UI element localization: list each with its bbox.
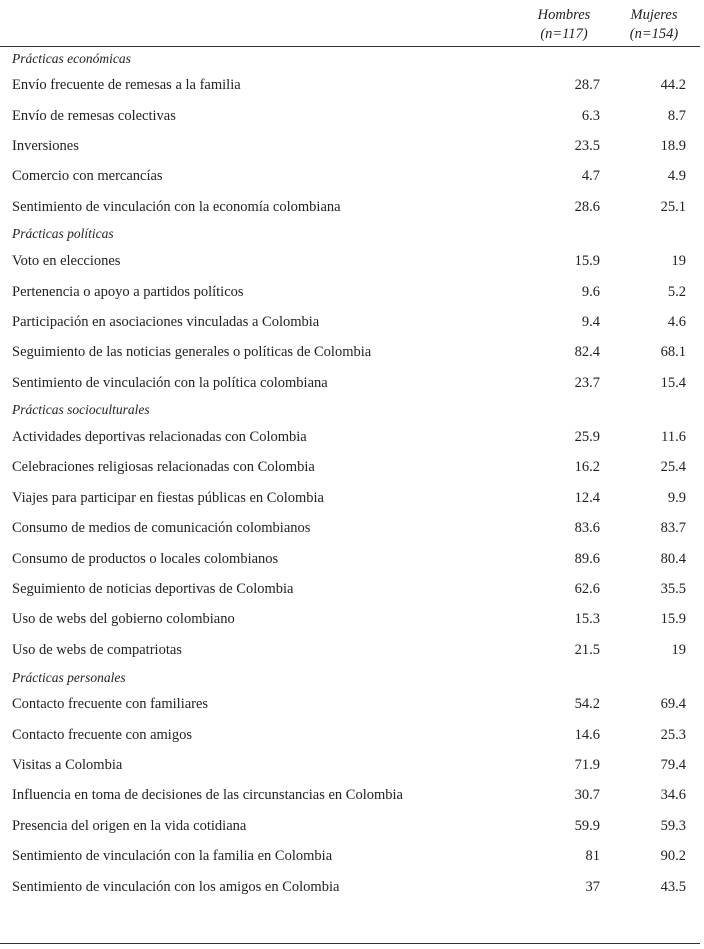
row-value-hombres: 89.6 bbox=[574, 550, 600, 567]
row-label: Seguimiento de las noticias generales o políticas de Colombia bbox=[12, 344, 372, 361]
row-value-hombres: 28.6 bbox=[574, 198, 600, 215]
header-hombres-title: Hombres bbox=[537, 7, 591, 23]
header-row bbox=[0, 0, 700, 47]
row-value-hombres: 6.3 bbox=[581, 107, 600, 124]
section-title: Prácticas políticas bbox=[12, 226, 114, 242]
row-value-mujeres: 4.9 bbox=[667, 168, 686, 185]
row-label: Presencia del origen en la vida cotidiana bbox=[12, 817, 247, 834]
row-label: Seguimiento de noticias deportivas de Colombia bbox=[12, 581, 294, 598]
row-value-hombres: 15.3 bbox=[574, 611, 600, 628]
row-label: Contacto frecuente con familiares bbox=[12, 696, 209, 713]
row-value-hombres: 28.7 bbox=[574, 77, 600, 94]
table-row bbox=[0, 514, 700, 544]
table-row bbox=[0, 192, 700, 222]
row-value-mujeres: 25.1 bbox=[660, 198, 686, 215]
row-label: Celebraciones religiosas relacionadas con Colombia bbox=[12, 459, 315, 476]
row-value-hombres: 23.7 bbox=[574, 374, 600, 391]
row-label: Sentimiento de vinculación con los amigos en Colombia bbox=[12, 878, 340, 895]
header-hombres bbox=[520, 0, 608, 47]
row-value-mujeres: 11.6 bbox=[661, 429, 686, 446]
row-label: Viajes para participar en fiestas públicas en Colombia bbox=[12, 489, 324, 506]
row-value-mujeres: 9.9 bbox=[667, 489, 686, 506]
table-row bbox=[0, 162, 700, 192]
header-label-column bbox=[0, 0, 520, 47]
row-value-mujeres: 34.6 bbox=[660, 787, 686, 804]
row-value-mujeres: 8.7 bbox=[667, 107, 686, 124]
row-label: Consumo de productos o locales colombianos bbox=[12, 550, 279, 567]
row-value-mujeres: 43.5 bbox=[660, 878, 686, 895]
row-label: Actividades deportivas relacionadas con Colombia bbox=[12, 429, 307, 446]
row-label: Uso de webs de compatriotas bbox=[12, 641, 182, 658]
row-label: Contacto frecuente con amigos bbox=[12, 726, 192, 743]
row-label: Pertenencia o apoyo a partidos políticos bbox=[12, 283, 244, 300]
section-header-row bbox=[0, 222, 700, 246]
row-label: Participación en asociaciones vinculadas a Colombia bbox=[12, 313, 320, 330]
row-value-mujeres: 90.2 bbox=[660, 848, 686, 865]
row-value-mujeres: 59.3 bbox=[660, 817, 686, 834]
table-row bbox=[0, 338, 700, 368]
table-row bbox=[0, 811, 700, 841]
table-row bbox=[0, 131, 700, 161]
row-value-hombres: 12.4 bbox=[574, 489, 600, 506]
table-row bbox=[0, 605, 700, 635]
row-value-hombres: 54.2 bbox=[574, 696, 600, 713]
table-row bbox=[0, 277, 700, 307]
table-row bbox=[0, 307, 700, 337]
table-row bbox=[0, 544, 700, 574]
row-value-hombres: 81 bbox=[585, 848, 600, 865]
row-value-mujeres: 19 bbox=[671, 253, 686, 270]
table-row bbox=[0, 483, 700, 513]
table-row bbox=[0, 750, 700, 780]
row-label: Inversiones bbox=[12, 137, 79, 154]
section-header-row bbox=[0, 666, 700, 690]
row-value-mujeres: 25.3 bbox=[660, 726, 686, 743]
row-label: Comercio con mercancías bbox=[12, 168, 163, 185]
row-label: Visitas a Colombia bbox=[12, 757, 123, 773]
row-value-mujeres: 83.7 bbox=[660, 520, 686, 537]
row-value-hombres: 4.7 bbox=[581, 168, 600, 185]
table-row bbox=[0, 690, 700, 720]
row-value-hombres: 9.6 bbox=[581, 283, 600, 300]
table-row bbox=[0, 246, 700, 276]
table-body bbox=[0, 47, 700, 903]
table-row bbox=[0, 101, 700, 131]
row-value-mujeres: 69.4 bbox=[660, 696, 686, 713]
table-row bbox=[0, 872, 700, 902]
row-label: Envío de remesas colectivas bbox=[12, 107, 176, 124]
section-title: Prácticas personales bbox=[12, 669, 126, 685]
row-label: Envío frecuente de remesas a la familia bbox=[12, 77, 241, 94]
table-row bbox=[0, 635, 700, 665]
row-value-mujeres: 19 bbox=[671, 641, 686, 658]
section-title: Prácticas socioculturales bbox=[12, 402, 150, 418]
table-row bbox=[0, 453, 700, 483]
row-value-hombres: 15.9 bbox=[574, 253, 600, 270]
table-row bbox=[0, 368, 700, 398]
row-value-hombres: 16.2 bbox=[574, 459, 600, 476]
section-header-row bbox=[0, 398, 700, 422]
row-value-mujeres: 68.1 bbox=[660, 344, 686, 361]
row-value-mujeres: 15.4 bbox=[660, 374, 686, 391]
header-mujeres-title: Mujeres bbox=[630, 7, 678, 23]
row-value-mujeres: 5.2 bbox=[667, 283, 686, 300]
row-value-hombres: 62.6 bbox=[574, 581, 600, 598]
row-label: Uso de webs del gobierno colombiano bbox=[12, 611, 235, 628]
row-value-mujeres: 18.9 bbox=[660, 137, 686, 154]
row-label: Sentimiento de vinculación con la familia en Colombia bbox=[12, 848, 333, 865]
section-title: Prácticas económicas bbox=[12, 50, 131, 66]
row-value-hombres: 37 bbox=[585, 878, 600, 895]
table-header bbox=[0, 0, 700, 47]
row-value-mujeres: 35.5 bbox=[660, 581, 686, 598]
row-label: Consumo de medios de comunicación colombianos bbox=[12, 520, 311, 537]
table-row bbox=[0, 574, 700, 604]
header-mujeres bbox=[608, 0, 700, 47]
row-value-hombres: 9.4 bbox=[581, 313, 600, 330]
row-value-hombres: 82.4 bbox=[574, 344, 600, 361]
row-value-mujeres: 4.6 bbox=[667, 313, 686, 330]
row-value-hombres: 71.9 bbox=[574, 757, 600, 773]
row-value-hombres: 59.9 bbox=[574, 817, 600, 834]
table-row bbox=[0, 71, 700, 101]
table-row bbox=[0, 422, 700, 452]
row-value-hombres: 21.5 bbox=[574, 641, 600, 658]
row-label: Influencia en toma de decisiones de las circunstancias en Colombia bbox=[12, 787, 403, 804]
table-row bbox=[0, 841, 700, 871]
header-hombres-n: (n=117) bbox=[540, 26, 588, 42]
row-label: Sentimiento de vinculación con la economía colombiana bbox=[12, 198, 341, 215]
row-value-mujeres: 44.2 bbox=[660, 77, 686, 94]
header-mujeres-n: (n=154) bbox=[629, 26, 679, 42]
row-value-hombres: 25.9 bbox=[574, 429, 600, 446]
row-value-mujeres: 25.4 bbox=[660, 459, 686, 476]
row-value-hombres: 30.7 bbox=[574, 787, 600, 804]
row-value-mujeres: 80.4 bbox=[660, 550, 686, 567]
table-bottom-rule bbox=[0, 943, 700, 944]
row-label: Sentimiento de vinculación con la política colombiana bbox=[12, 374, 328, 391]
row-value-mujeres: 15.9 bbox=[660, 611, 686, 628]
row-value-hombres: 23.5 bbox=[574, 137, 600, 154]
row-value-hombres: 83.6 bbox=[574, 520, 600, 537]
row-value-hombres: 14.6 bbox=[574, 726, 600, 743]
section-header-row bbox=[0, 47, 700, 71]
row-label: Voto en elecciones bbox=[12, 253, 121, 270]
table-row bbox=[0, 720, 700, 750]
table-row bbox=[0, 781, 700, 811]
row-value-mujeres: 79.4 bbox=[660, 757, 686, 773]
